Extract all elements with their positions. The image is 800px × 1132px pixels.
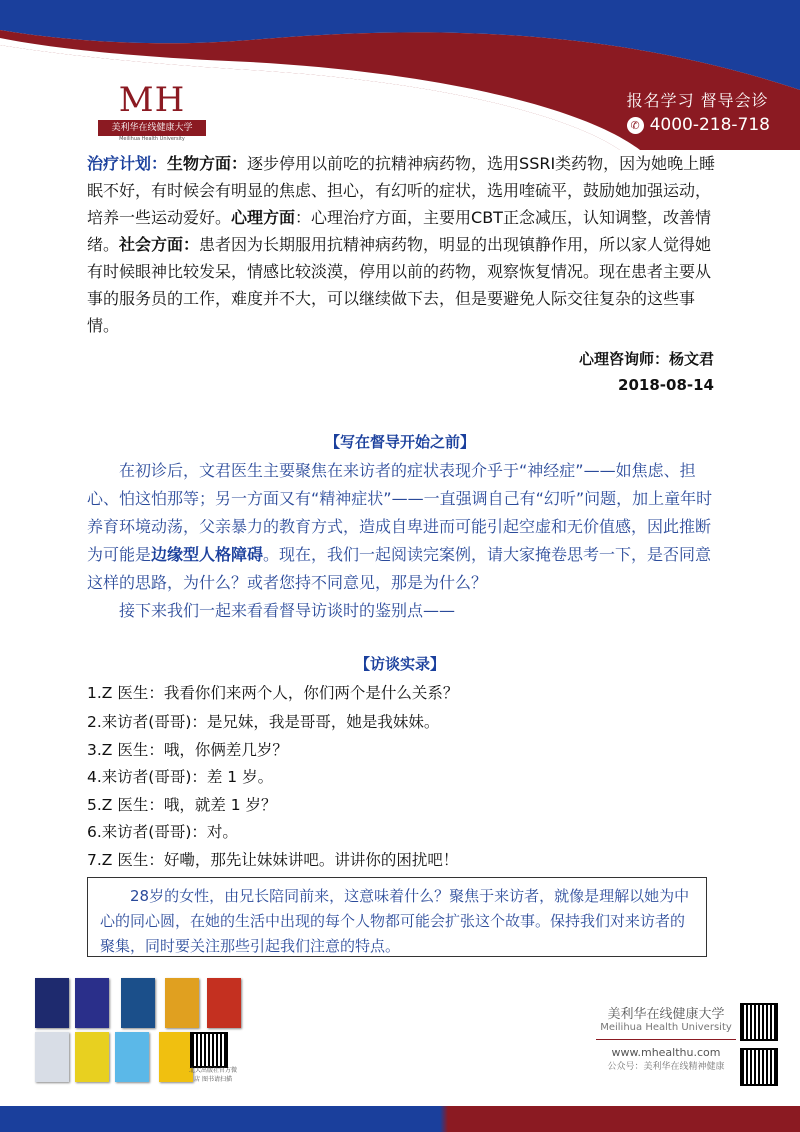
- intro-next: 接下来我们一起来看看督导访谈时的鉴别点——: [119, 601, 456, 620]
- dialog-line: 1.Z 医生：我看你们来两个人，你们两个是什么关系？: [87, 684, 459, 702]
- brand-logo: [98, 80, 206, 142]
- footer-divider: [596, 1039, 736, 1040]
- logo-mark: MH: [118, 80, 186, 120]
- footer-wechat: 公众号：美利华在线精神健康: [607, 1062, 725, 1072]
- logo-subtitle: Meilihua Health University: [119, 136, 185, 142]
- footer-brand: [596, 1003, 736, 1072]
- book-cover: [75, 978, 109, 1028]
- bio-label: 生物方面：: [167, 154, 248, 173]
- bio-text: 逐步停用以前吃的抗精神病药物，选用SSRI类药物，因为她晚上睡眠不好，有时候会有明显的焦虑、担心，有幻听的症状，选用喹硫平，鼓励她加强运动，培养一些运动爱好。: [87, 154, 716, 227]
- section-before-supervision-title: 【写在督导开始之前】: [324, 433, 475, 451]
- intro-text-b: 。现在，我们一起阅读完案例，请大家掩卷思考一下，是否同意这样的思路，为什么？或者您持不同意见，那是为什么？: [87, 545, 712, 592]
- book-cover: [75, 1032, 109, 1082]
- dialog-line: 2.来访者(哥哥)：是兄妹，我是哥哥，她是我妹妹。: [87, 713, 440, 731]
- intro-diagnosis: 边缘型人格障碍: [151, 545, 264, 564]
- wechat-qr-code: [740, 1048, 778, 1086]
- supervisor-note-box: 28岁的女性，由兄长陪同前来，这意味着什么？聚焦于来访者，就像是理解以她为中心的同心圆，在她的生活中出现的每个人物都可能会扩张这个故事。保持我们对来访者的聚集，同时要关注那些引起我们注意的特点。: [87, 877, 707, 957]
- book-cover: [35, 1032, 69, 1082]
- book-qr-caption: 北大出版社官方微店 图书请扫描: [188, 1067, 237, 1083]
- site-qr-code: [740, 1003, 778, 1041]
- book-cover: [165, 978, 199, 1028]
- treatment-plan: [87, 150, 717, 339]
- plan-label: 治疗计划：: [87, 154, 168, 173]
- soc-text: 患者因为长期服用抗精神病药物，明显的出现镇静作用，所以家人觉得她有时候眼神比较发呆，情感比较淡漠，停用以前的药物，观察恢复情况。现在患者主要从事的服务员的工作，难度并不大，可以继续做下去，但是要避免人际交往复杂的这些事情。: [87, 235, 712, 335]
- book-cover: [121, 978, 155, 1028]
- phone-number: 4000-218-718: [649, 115, 770, 135]
- soc-label: 社会方面：: [119, 235, 200, 254]
- signature-date: 2018-08-14: [618, 376, 714, 394]
- dialog-line: 6.来访者(哥哥)：对。: [87, 823, 238, 841]
- footer-name-cn: 美利华在线健康大学: [607, 1007, 725, 1022]
- dialog-line: 4.来访者(哥哥)：差 1 岁。: [87, 768, 274, 786]
- book-cover: [207, 978, 241, 1028]
- dialog-line: 7.Z 医生：好嘞，那先让妹妹讲吧。讲讲你的困扰吧！: [87, 851, 459, 869]
- psy-label: 心理方面: [231, 208, 296, 227]
- header-contact: [627, 88, 770, 135]
- footer-name-en: Meilihua Health University: [600, 1022, 732, 1033]
- header-phone: [627, 115, 770, 135]
- logo-ribbon: 美利华在线健康大学: [98, 120, 206, 136]
- phone-icon: ✆: [627, 117, 644, 134]
- counselor-signature: 心理咨询师：杨文君: [578, 350, 714, 368]
- footer-url: www.mhealthu.com: [611, 1046, 721, 1059]
- intro-paragraph: [87, 457, 717, 597]
- footer-bar: [0, 1106, 800, 1132]
- book-cover: [35, 978, 69, 1028]
- psy-text: ：心理治疗方面，主要用CBT正念减压，认知调整，改善情绪。: [87, 208, 711, 254]
- intro-text-a: 在初诊后，文君医生主要聚焦在来访者的症状表现介乎于“神经症”——如焦虑、担心、怕这怕那等；另一方面又有“精神症状”——一直强调自己有“幻听”问题，加上童年时养育环境动荡，父亲暴力的教育方式，造成自卑进而可能引起空虚和无价值感，因此推断为可能是: [87, 461, 713, 564]
- dialog-line: 3.Z 医生：哦，你俩差几岁？: [87, 741, 288, 759]
- dialog-line: 5.Z 医生：哦，就差 1 岁？: [87, 796, 277, 814]
- header-slogan: 报名学习 督导会诊: [626, 91, 769, 110]
- book-qr-code: [190, 1032, 228, 1068]
- book-cover: [115, 1032, 149, 1082]
- section-interview-title: 【访谈实录】: [354, 655, 445, 673]
